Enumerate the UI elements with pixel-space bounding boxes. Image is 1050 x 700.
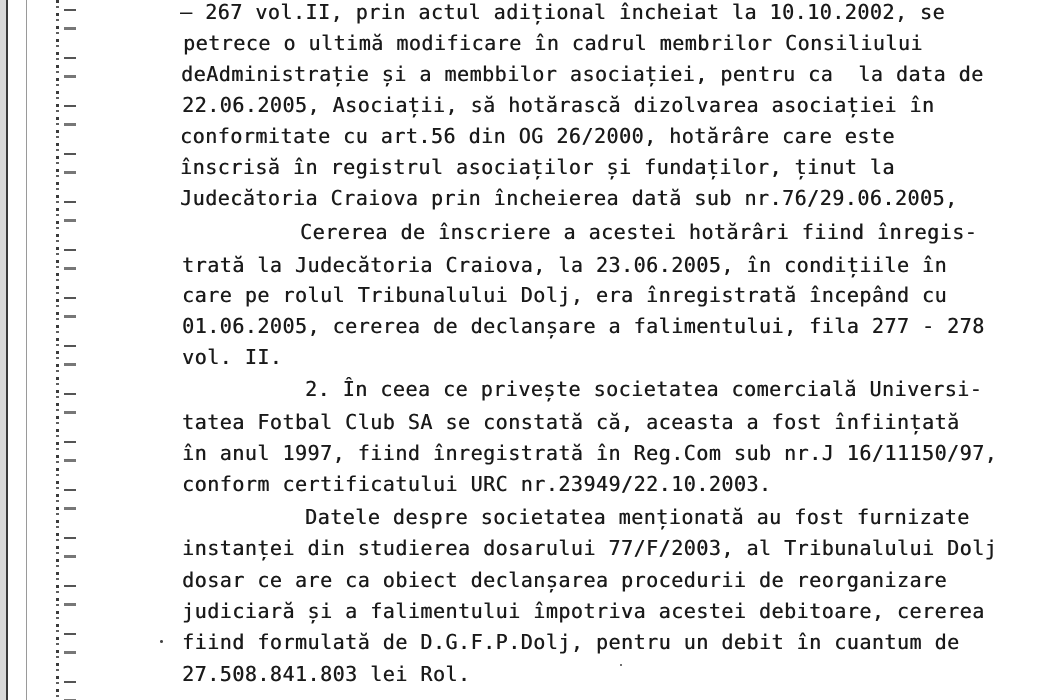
text-line: 2. În ceea ce privește societatea comercială Universi-: [305, 377, 983, 401]
text-line: 01.06.2005, cererea de declanșare a falimentului, fila 277 - 278: [182, 314, 985, 338]
text-line: 22.06.2005, Asociații, să hotărască dizolvarea asociației în: [182, 93, 935, 117]
text-line: petrece o ultimă modificare în cadrul membrilor Consiliului: [183, 31, 923, 55]
text-line: conform certificatului URC nr.23949/22.10.2003.: [182, 472, 772, 496]
text-line: înscrisă în registrul asociaților și fundaților, ținut la: [180, 155, 895, 179]
text-line: Cererea de înscriere a acestei hotărâri fiind înregis-: [300, 220, 978, 244]
text-line: judiciară și a falimentului împotriva acestei debitoare, cererea: [182, 599, 985, 623]
text-line: care pe rolul Tribunalului Dolj, era înregistrată începând cu: [182, 283, 948, 307]
text-line: fiind formulată de D.G.F.P.Dolj, pentru un debit în cuantum de: [182, 630, 960, 654]
text-line: trată la Judecătoria Craiova, la 23.06.2005, în condițiile în: [182, 253, 948, 277]
text-line: conformitate cu art.56 din OG 26/2000, hotărâre care este: [180, 124, 895, 148]
text-line: deAdministrație și a membbilor asociației, pentru ca la data de: [181, 62, 984, 86]
text-line: vol. II.: [182, 345, 283, 369]
text-line: tatea Fotbal Club SA se constată că, aceasta a fost înființată: [182, 410, 960, 434]
text-line: instanței din studierea dosarului 77/F/2003, al Tribunalului Dolj: [182, 536, 998, 560]
text-line: în anul 1997, fiind înregistrată în Reg.Com sub nr.J 16/11150/97,: [182, 441, 998, 465]
text-line: — 267 vol.II, prin actul adițional încheiat la 10.10.2002, se: [180, 0, 946, 24]
text-line: Judecătoria Craiova prin încheierea dată sub nr.76/29.06.2005,: [180, 186, 958, 210]
text-line: Datele despre societatea menționată au fost furnizate: [305, 505, 970, 529]
text-line: 27.508.841.803 lei Rol.: [182, 662, 471, 686]
text-line: dosar ce are ca obiect declanșarea procedurii de reorganizare: [182, 568, 948, 592]
